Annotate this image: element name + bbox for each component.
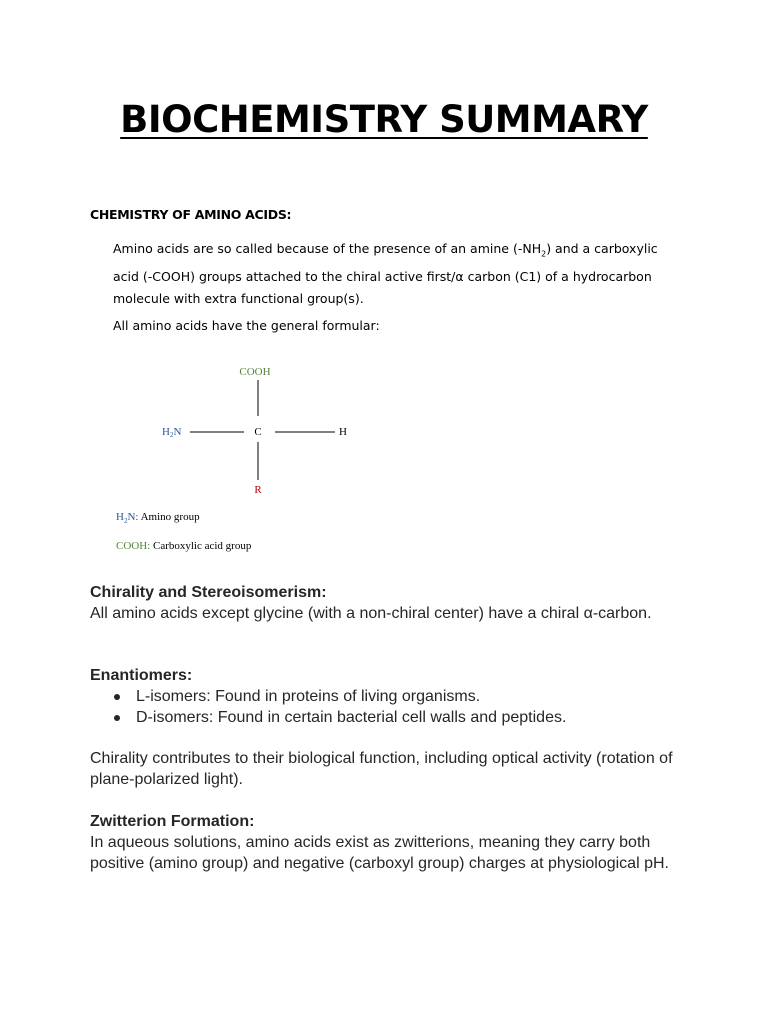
page-title: BIOCHEMISTRY SUMMARY [120, 98, 648, 141]
list-item-text: L-isomers: Found in proteins of living organisms. [136, 688, 481, 705]
legend-cooh [116, 540, 251, 552]
zwitterion-text: In aqueous solutions, amino acids exist as zwitterions, meaning they carry both positive (amino group) and negative (carboxyl group) charges at physiological pH. [90, 834, 669, 872]
enantiomers-list [90, 686, 690, 728]
legend-amine-end: N: [127, 511, 139, 523]
diagram-amine-main: H [162, 426, 170, 438]
function-text: Chirality contributes to their biological function, including optical activity (rotation of plane-polarized light). [90, 750, 673, 788]
diagram-cooh-label: COOH [239, 366, 271, 378]
legend-cooh-desc: Carboxylic acid group [150, 540, 252, 552]
function-section [90, 748, 690, 790]
enantiomers-heading: Enantiomers: [90, 667, 193, 684]
zwitterion-heading: Zwitterion Formation: [90, 813, 255, 830]
chirality-text: All amino acids except glycine (with a non-chiral center) have a chiral α-carbon. [90, 605, 652, 622]
legend-amine-main: H [116, 511, 124, 523]
diagram-hydrogen-label: H [339, 426, 347, 438]
intro-subscript: 2 [541, 249, 547, 259]
zwitterion-section [90, 811, 690, 874]
legend-amine-desc: Amino group [138, 511, 200, 523]
bullet-icon [114, 694, 120, 700]
formula-intro: All amino acids have the general formular: [113, 318, 380, 333]
amino-acid-structure-diagram [150, 360, 380, 505]
enantiomers-section [90, 665, 690, 728]
diagram-carbon-label: C [254, 426, 262, 438]
list-item [90, 707, 690, 728]
section-heading: CHEMISTRY OF AMINO ACIDS: [90, 207, 292, 222]
intro-paragraph [113, 238, 673, 310]
diagram-r-group-label: R [254, 484, 262, 496]
chirality-section [90, 582, 690, 624]
list-item [90, 686, 690, 707]
diagram-amine-sub: 2 [169, 431, 174, 439]
legend-amine [116, 511, 200, 525]
legend-cooh-label: COOH: [116, 540, 151, 552]
legend-amine-sub: 2 [123, 517, 128, 526]
bullet-icon [114, 715, 120, 721]
diagram-amine-end: N [173, 426, 182, 438]
legend-amine-formula [116, 511, 139, 526]
intro-text-part2: ) and a carboxylic acid (-COOH) groups attached to the chiral active first/α carbon (C1) of a hydrocarbon molecule with extra functional group(s). [113, 241, 658, 306]
chirality-heading: Chirality and Stereoisomerism: [90, 584, 327, 601]
intro-text-part1: Amino acids are so called because of the presence of an amine (-NH [113, 241, 542, 256]
list-item-text: D-isomers: Found in certain bacterial cell walls and peptides. [136, 709, 567, 726]
diagram-amine-label [162, 426, 181, 439]
